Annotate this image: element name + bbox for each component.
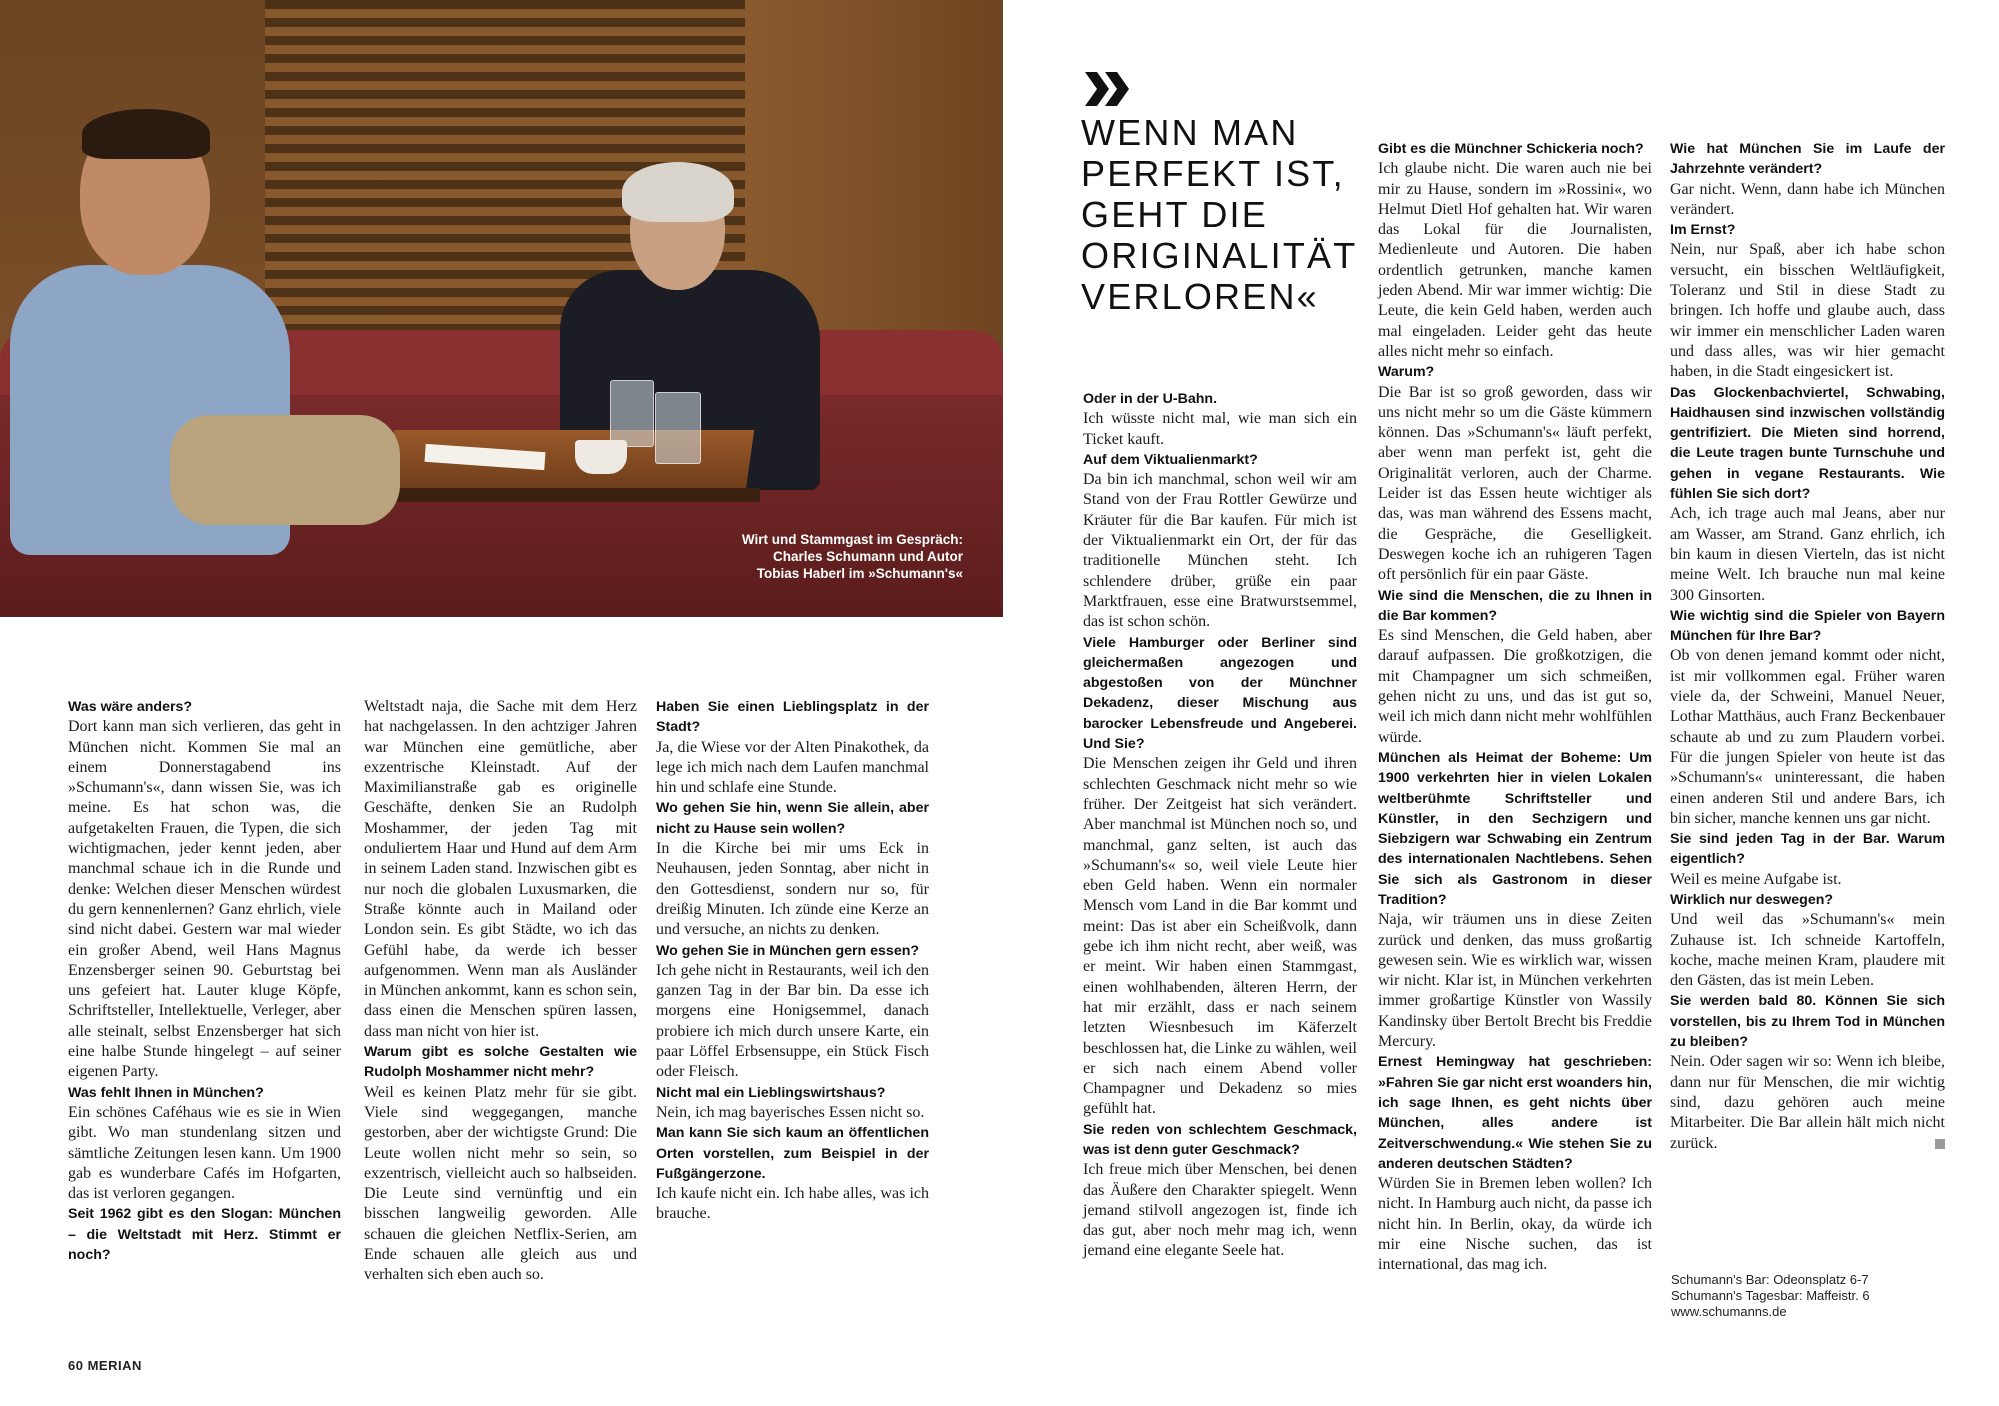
interview-answer: Ja, die Wiese vor der Alten Pinakothek, da lege ich mich nach dem Laufen manchmal hin und schlafe eine Stunde. [656,738,929,797]
interview-answer: Da bin ich manchmal, schon weil wir am Stand von der Frau Rottler Gewürze und Kräuter für die Bar kaufen. Für mich ist der Viktualienmarkt ein Ort, der für das traditionelle München steht. Ich schlendere drüber, grüße ein paar Marktfrauen, esse eine Bratwurstsemmel, das ist schon schön. [1083,471,1357,631]
text-column-5 [1378,139,1652,1276]
venue-info: Schumann's Bar: Odeonsplatz 6-7 Schumann's Tagesbar: Maffeistr. 6 www.schumanns.de [1671,1272,1870,1319]
interview-answer: Weil es keinen Platz mehr für sie gibt. Viele sind weggegangen, manche gestorben, aber der wichtigste Grund: Die Leute wollen nicht mehr so sein, so exzentrisch, vielleicht auch so halbseiden. Die Leute sind vernünftig und ein bisschen langweilig geworden. Alle schauen die gleichen Netflix-Serien, am Ende schauen alle gleich aus und verhalten sich eben auch so. [364,1083,637,1284]
interview-answer: Und weil das »Schumann's« mein Zuhause ist. Ich schneide Kartoffeln, koche, mache meinen Kram, plaudere mit den Gästen, das ist mein Leben. [1670,911,1945,990]
headline: WENN MAN PERFEKT IST, GEHT DIE ORIGINALITÄT VERLOREN« [1081,112,1358,317]
interview-question: München als Heimat der Boheme: Um 1900 verkehrten hier in vielen Lokalen weltberühmte Schriftsteller und Künstler, in den Sechzigern und Siebzigern war Schwabing ein Zentrum des internationalen Nachtlebens. Sehen Sie sich als Gastronom in dieser Tradition? [1378,749,1652,908]
interview-question: Sie werden bald 80. Können Sie sich vorstellen, bis zu Ihrem Tod in München zu bleiben? [1670,993,1945,1051]
end-mark-icon [1935,1139,1945,1149]
text-column-1 [68,697,341,1265]
text-column-2 [364,697,637,1286]
quote-chevron-icon [1085,72,1131,106]
interview-question: Warum gibt es solche Gestalten wie Rudolph Moshammer nicht mehr? [364,1044,637,1081]
interview-question: Das Glockenbachviertel, Schwabing, Haidhausen sind inzwischen vollständig gentrifiziert. Die Mieten sind horrend, die Leute tragen bunte Turnschuhe und gehen in vegane Restaurants. Wie fühlen Sie sich dort? [1670,384,1945,503]
interview-question: Warum? [1378,364,1435,381]
interview-question: Sie sind jeden Tag in der Bar. Warum eigentlich? [1670,831,1945,868]
interview-answer: Ich kaufe nicht ein. Ich habe alles, was ich brauche. [656,1185,929,1223]
interview-question: Man kann Sie sich kaum an öffentlichen Orten vorstellen, zum Beispiel in der Fußgängerzone. [656,1125,929,1182]
interview-answer: Nein. Oder sagen wir so: Wenn ich bleibe, dann nur für Menschen, die mir wichtig sind, dazu gehören auch meine Mitarbeiter. Die Bar allein hält mich nicht zurück. [1670,1053,1945,1152]
interview-answer: Ach, ich trage auch mal Jeans, aber nur am Wasser, am Strand. Ganz ehrlich, ich bin kaum in diesen Vierteln, das ist nicht meine Welt. Ich brauche nun mal keine 300 Ginsorten. [1670,505,1945,604]
interview-question: Was wäre anders? [68,699,193,715]
interview-question: Was fehlt Ihnen in München? [68,1084,264,1101]
interview-answer: Dort kann man sich verlieren, das geht in München nicht. Kommen Sie mal an einem Donnerstagabend ins »Schumann's«, dann wissen Sie, was ich meine. Es hat schon was, die aufgetakelten Frauen, die Typen, die sich wichtigmachen, jeder kennt jeden, aber manchmal schaue ich in die Runde und denke: Welchen dieser Menschen würdest du gern kennenlernen? Ganz ehrlich, viele sind nicht dabei. Gestern war mal wieder ein großer Abend, weil Hans Magnus Enzensberger seinen 90. Geburtstag bei uns gefeiert hat. Lauter kluge Köpfe, Schriftsteller, Intellektuelle, Verleger, aber alle steinalt, selbst Enzensberger hat sich eine halbe Stunde hingelegt – auf seiner eigenen Party. [68,718,341,1081]
page-folio: 60 MERIAN [68,1358,142,1373]
interview-answer: Ich gehe nicht in Restaurants, weil ich den ganzen Tag in der Bar bin. Da esse ich morgens eine Honigsemmel, danach probiere ich mich durch unsere Karte, ein paar Löffel Erbsensuppe, ein Stück Fisch oder Fleisch. [656,961,929,1081]
interview-answer: Ich freue mich über Menschen, bei denen das Äußere den Charakter spiegelt. Wenn jemand stilvoll angezogen ist, finde ich das gut, aber noch mehr mag ich, wenn jemand eine elegante Seele hat. [1083,1161,1357,1260]
interview-question: Haben Sie einen Lieblingsplatz in der Stadt? [656,699,929,736]
interview-question: Seit 1962 gibt es den Slogan: München – die Weltstadt mit Herz. Stimmt er noch? [68,1206,341,1264]
tobias-haberl-figure [10,115,340,615]
interview-photo [0,0,1003,617]
water-glass [655,392,701,464]
interview-answer: Nein, ich mag bayerisches Essen nicht so. [656,1103,925,1121]
interview-question: Wie hat München Sie im Laufe der Jahrzehnte verändert? [1670,141,1945,178]
interview-answer: Es sind Menschen, die Geld haben, aber darauf aufpassen. Die großkotzigen, die mit Champagner um sich schmeißen, gehen nicht zu uns, und das ist gut so, weil ich mich dann nicht mehr wohlfühlen würde. [1378,627,1652,746]
photo-caption: Wirt und Stammgast im Gespräch: Charles Schumann und Autor Tobias Haberl im »Schumann's« [741,532,963,581]
interview-answer: Ein schönes Caféhaus wie es sie in Wien gibt. Wo man stundenlang sitzen und sämtliche Zeitungen lesen kann. Um 1900 gab es wunderbare Cafés im Hofgarten, das ist verloren gegangen. [68,1103,341,1203]
text-column-3 [656,697,929,1225]
interview-answer: Weil es meine Aufgabe ist. [1670,870,1842,888]
interview-question: Nicht mal ein Lieblingswirtshaus? [656,1084,886,1101]
interview-question: Wie wichtig sind die Spieler von Bayern München für Ihre Bar? [1670,607,1945,645]
interview-answer: Weltstadt naja, die Sache mit dem Herz hat nachgelassen. In den achtziger Jahren war München eine gemütliche, aber exzentrische Kleinstadt. Auf der Maximilianstraße gab es originelle Geschäfte, denken Sie an Rudolph Moshammer, der jeden Tag mit onduliertem Haar und Hund auf dem Arm in seinem Laden stand. Inzwischen gibt es nur noch die globalen Luxusmarken, die Straße könnte auch in Mailand oder London sein. Es gibt Städte, wo ich das Gefühl habe, da werde ich besser aufgenommen. Wenn man als Ausländer in München ankommt, kann es schon sein, dass einen die Menschen spüren lassen, dass man nicht von hier ist. [364,698,637,1040]
interview-question: Auf dem Viktualienmarkt? [1083,451,1258,468]
interview-question: Wie sind die Menschen, die zu Ihnen in die Bar kommen? [1378,587,1652,624]
interview-question: Viele Hamburger oder Berliner sind gleichermaßen angezogen und abgestoßen von der Münchner Dekadenz, dieser Mischung aus barocker Lebensfreude und Angeberei. Und Sie? [1083,634,1357,753]
interview-answer: Ob von denen jemand kommt oder nicht, ist mir vollkommen egal. Früher waren viele da, der Schweini, Manuel Neuer, Lothar Matthäus, auch Franz Beckenbauer schaute ab und zu zum Plaudern vorbei. Für die jungen Spieler von heute ist das »Schumann's« uninteressant, die haben einen anderen Stil und andere Bars, ich bin sicher, manche kennen uns gar nicht. [1670,647,1945,827]
text-column-4 [1083,389,1357,1262]
interview-question: Wo gehen Sie in München gern essen? [656,942,920,959]
interview-question: Im Ernst? [1670,222,1736,239]
text-column-6 [1670,139,1945,1154]
interview-question: Oder in der U-Bahn. [1083,391,1218,407]
interview-question: Gibt es die Münchner Schickeria noch? [1378,141,1644,157]
water-glass [610,380,654,447]
interview-answer: Würden Sie in Bremen leben wollen? Ich nicht. In Hamburg auch nicht, da passe ich nicht hin. In Berlin, okay, da würde ich mir eine Nische suchen, das ist international, das mag ich. [1378,1175,1652,1274]
interview-answer: Nein, nur Spaß, aber ich habe schon versucht, ein bisschen Weltläufigkeit, Toleranz und Stil in diese Stadt zu bringen. Ich hoffe und glaube auch, dass wir immer ein menschlicher Laden waren und dass alles, was wir hier gemacht haben, in die Stadt eingesickert ist. [1670,241,1945,381]
interview-answer: Die Bar ist so groß geworden, dass wir uns nicht mehr so um die Gäste kümmern können. Das »Schumann's« läuft perfekt, aber wenn man perfekt ist, geht die Originalität verloren, auch der Charme. Leider ist das Essen heute wichtiger als das, was man während des Essens macht, die Gespräche, die Geselligkeit. Deswegen koche ich an ruhigeren Tagen oft persönlich für ein paar Gäste. [1378,383,1652,584]
interview-answer: Ich wüsste nicht mal, wie man sich ein Ticket kauft. [1083,410,1357,448]
interview-question: Sie reden von schlechtem Geschmack, was ist denn guter Geschmack? [1083,1121,1357,1158]
interview-question: Wirklich nur deswegen? [1670,891,1834,908]
interview-answer: Ich glaube nicht. Die waren auch nie bei mir zu Hause, sondern im »Rossini«, wo Helmut Dietl Hof gehalten hat. Wir waren das Lokal für die Journalisten, Medienleute und Autoren. Die haben ordentlich getrunken, manche kamen jeden Abend. Mir war immer wichtig: Die Leute, die kein Geld haben, werden auch mal eingeladen. Leider geht das heute alles nicht mehr so einfach. [1378,160,1652,360]
interview-answer: Naja, wir träumen uns in diese Zeiten zurück und denken, das muss großartig gewesen sein. Wie es wirklich war, wissen wir nicht. Klar ist, in München verkehrten immer großartige Künstler von Wassily Kandinsky über Bertolt Brecht bis Freddie Mercury. [1378,911,1652,1051]
interview-answer: Die Menschen zeigen ihr Geld und ihren schlechten Geschmack nicht mehr so wie früher. Der Zeitgeist hat sich verändert. Aber manchmal ist München noch so, und manchmal, ganz selten, ist auch das »Schumann's« so, weil viele Leute hier eben Geld haben. Wenn ein normaler Mensch vom Land in die Bar kommt und meint: Das ist aber ein Scheißvolk, dann gebe ich ihm nicht recht, aber weiß, was er meint. Wir haben einen Stammgast, einen wohlhabenden, älteren Herrn, der hat mir erzählt, dass er nach seinem letzten Wiesnbesuch im Käferzelt beschlossen hat, die Linke zu wählen, weil er sich nach einem Abend voller Champagner und Dekadenz so mies gefühlt hat. [1083,755,1357,1118]
interview-question: Wo gehen Sie hin, wenn Sie allein, aber nicht zu Hause sein wollen? [656,800,929,837]
interview-answer: In die Kirche bei mir ums Eck in Neuhausen, jeden Sonntag, aber nicht in den Gottesdienst, sondern nur so, für dreißig Minuten. Ich zünde eine Kerze an und versuche, an nichts zu denken. [656,840,929,939]
interview-question: Ernest Hemingway hat geschrieben: »Fahren Sie gar nicht erst woanders hin, ich sage Ihnen, es geht nichts über München, alles andere ist Zeitverschwendung.« Wie stehen Sie zu anderen deutschen Städten? [1378,1054,1652,1172]
interview-answer: Gar nicht. Wenn, dann habe ich München verändert. [1670,180,1945,218]
coffee-cup [575,440,627,474]
